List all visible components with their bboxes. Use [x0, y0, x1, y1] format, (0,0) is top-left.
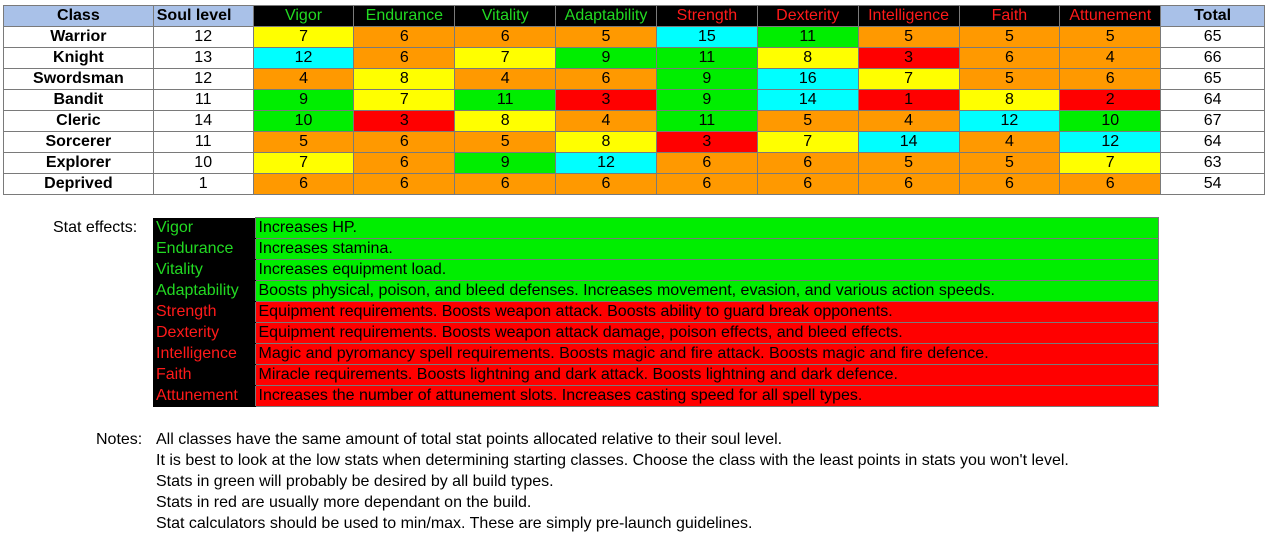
header-soul-level: Soul level — [153, 6, 253, 27]
total-cell: 64 — [1161, 132, 1265, 153]
stat-cell: 6 — [455, 174, 556, 195]
stat-cell: 4 — [959, 132, 1060, 153]
header-faith: Faith — [959, 6, 1060, 27]
stat-effect-row — [153, 260, 1158, 281]
stat-cell: 4 — [253, 69, 354, 90]
notes-list — [156, 429, 1069, 534]
stat-effect-description: Magic and pyromancy spell requirements. Boosts magic and fire attack. Boosts magic and fire defence. — [255, 344, 1158, 365]
stat-effect-row — [153, 365, 1158, 386]
stat-cell: 7 — [757, 132, 858, 153]
stat-effect-row — [153, 386, 1158, 407]
note-line: Stats in green will probably be desired by all build types. — [156, 473, 554, 490]
stat-cell: 5 — [959, 153, 1060, 174]
stat-cell: 6 — [858, 174, 959, 195]
stat-cell: 12 — [1060, 132, 1161, 153]
stat-effect-description: Increases HP. — [255, 218, 1158, 239]
soul-level-cell: 11 — [153, 90, 253, 111]
table-row — [4, 153, 1265, 174]
table-row — [4, 90, 1265, 111]
notes-label: Notes: — [96, 431, 143, 448]
class-name-cell: Sorcerer — [4, 132, 154, 153]
class-name-cell: Deprived — [4, 174, 154, 195]
stat-cell: 6 — [656, 153, 757, 174]
stat-effect-name: Strength — [153, 302, 255, 323]
stat-effect-name: Vigor — [153, 218, 255, 239]
stat-effect-row — [153, 323, 1158, 344]
stat-cell: 8 — [757, 48, 858, 69]
stat-effect-description: Increases stamina. — [255, 239, 1158, 260]
stat-cell: 3 — [858, 48, 959, 69]
stat-cell: 5 — [858, 27, 959, 48]
stat-effect-description: Equipment requirements. Boosts weapon attack. Boosts ability to guard break opponents. — [255, 302, 1158, 323]
stat-effect-name: Faith — [153, 365, 255, 386]
total-cell: 67 — [1161, 111, 1265, 132]
stat-cell: 7 — [455, 48, 556, 69]
stat-cell: 7 — [858, 69, 959, 90]
stat-effect-description: Miracle requirements. Boosts lightning and dark attack. Boosts lightning and dark defence. — [255, 365, 1158, 386]
class-stats-table — [3, 5, 1265, 195]
stat-cell: 11 — [656, 111, 757, 132]
header-intelligence: Intelligence — [858, 6, 959, 27]
stat-effect-row — [153, 218, 1158, 239]
class-name-cell: Explorer — [4, 153, 154, 174]
stat-cell: 11 — [656, 48, 757, 69]
table-row — [4, 111, 1265, 132]
stat-cell: 6 — [656, 174, 757, 195]
header-total: Total — [1161, 6, 1265, 27]
header-dexterity: Dexterity — [757, 6, 858, 27]
stat-cell: 5 — [959, 69, 1060, 90]
stat-effects-label: Stat effects: — [53, 219, 138, 236]
class-name-cell: Cleric — [4, 111, 154, 132]
stat-effects-table — [153, 217, 1159, 407]
stat-cell: 6 — [959, 174, 1060, 195]
stat-cell: 8 — [959, 90, 1060, 111]
soul-level-cell: 12 — [153, 27, 253, 48]
header-adaptability: Adaptability — [556, 6, 657, 27]
stat-cell: 9 — [656, 90, 757, 111]
note-line: All classes have the same amount of total stat points allocated relative to their soul level. — [156, 431, 783, 448]
header-class: Class — [4, 6, 154, 27]
stat-effect-name: Vitality — [153, 260, 255, 281]
stat-cell: 7 — [253, 27, 354, 48]
stat-effect-row — [153, 344, 1158, 365]
stat-cell: 2 — [1060, 90, 1161, 111]
class-name-cell: Knight — [4, 48, 154, 69]
table-header-row — [4, 6, 1265, 27]
stat-effect-name: Dexterity — [153, 323, 255, 344]
stat-cell: 5 — [858, 153, 959, 174]
soul-level-cell: 12 — [153, 69, 253, 90]
stat-cell: 11 — [455, 90, 556, 111]
total-cell: 66 — [1161, 48, 1265, 69]
stat-cell: 1 — [858, 90, 959, 111]
table-row — [4, 69, 1265, 90]
stat-cell: 14 — [757, 90, 858, 111]
total-cell: 63 — [1161, 153, 1265, 174]
stat-effect-name: Attunement — [153, 386, 255, 407]
stat-cell: 12 — [959, 111, 1060, 132]
stat-cell: 7 — [354, 90, 455, 111]
stat-cell: 7 — [1060, 153, 1161, 174]
stat-effect-description: Increases equipment load. — [255, 260, 1158, 281]
stat-cell: 6 — [556, 174, 657, 195]
stat-effect-description: Increases the number of attunement slots. Increases casting speed for all spell types. — [255, 386, 1158, 407]
stat-cell: 6 — [253, 174, 354, 195]
table-row — [4, 174, 1265, 195]
stat-cell: 12 — [556, 153, 657, 174]
stat-cell: 6 — [959, 48, 1060, 69]
stat-cell: 6 — [354, 27, 455, 48]
stat-cell: 3 — [656, 132, 757, 153]
stat-cell: 9 — [556, 48, 657, 69]
stat-cell: 10 — [253, 111, 354, 132]
stat-effect-row — [153, 302, 1158, 323]
stat-cell: 5 — [757, 111, 858, 132]
stat-cell: 8 — [354, 69, 455, 90]
soul-level-cell: 14 — [153, 111, 253, 132]
stat-cell: 6 — [757, 153, 858, 174]
stat-cell: 3 — [556, 90, 657, 111]
stat-cell: 11 — [757, 27, 858, 48]
stat-cell: 4 — [455, 69, 556, 90]
soul-level-cell: 10 — [153, 153, 253, 174]
stat-cell: 8 — [556, 132, 657, 153]
stat-cell: 6 — [1060, 69, 1161, 90]
soul-level-cell: 1 — [153, 174, 253, 195]
header-vigor: Vigor — [253, 6, 354, 27]
class-name-cell: Bandit — [4, 90, 154, 111]
total-cell: 65 — [1161, 69, 1265, 90]
class-name-cell: Warrior — [4, 27, 154, 48]
stat-cell: 5 — [253, 132, 354, 153]
header-strength: Strength — [656, 6, 757, 27]
stat-cell: 6 — [757, 174, 858, 195]
stat-cell: 9 — [656, 69, 757, 90]
stat-cell: 6 — [354, 48, 455, 69]
stat-cell: 6 — [354, 153, 455, 174]
stat-cell: 15 — [656, 27, 757, 48]
stat-cell: 6 — [455, 27, 556, 48]
stat-effect-description: Boosts physical, poison, and bleed defenses. Increases movement, evasion, and various action speeds. — [255, 281, 1158, 302]
stat-cell: 6 — [354, 132, 455, 153]
header-attunement: Attunement — [1060, 6, 1161, 27]
stat-cell: 6 — [354, 174, 455, 195]
stat-cell: 4 — [858, 111, 959, 132]
table-row — [4, 48, 1265, 69]
stat-cell: 16 — [757, 69, 858, 90]
stat-cell: 14 — [858, 132, 959, 153]
total-cell: 65 — [1161, 27, 1265, 48]
header-endurance: Endurance — [354, 6, 455, 27]
class-name-cell: Swordsman — [4, 69, 154, 90]
stat-effect-name: Endurance — [153, 239, 255, 260]
stat-cell: 8 — [455, 111, 556, 132]
stat-cell: 9 — [455, 153, 556, 174]
soul-level-cell: 11 — [153, 132, 253, 153]
stat-cell: 9 — [253, 90, 354, 111]
soul-level-cell: 13 — [153, 48, 253, 69]
table-row — [4, 27, 1265, 48]
stat-effects-rows — [153, 218, 1158, 407]
stat-cell: 7 — [253, 153, 354, 174]
stat-cell: 5 — [1060, 27, 1161, 48]
note-line: Stat calculators should be used to min/max. These are simply pre-launch guidelines. — [156, 515, 753, 532]
stat-cell: 4 — [1060, 48, 1161, 69]
header-vitality: Vitality — [455, 6, 556, 27]
stat-effect-name: Adaptability — [153, 281, 255, 302]
stat-cell: 6 — [1060, 174, 1161, 195]
stat-cell: 3 — [354, 111, 455, 132]
stat-cell: 5 — [455, 132, 556, 153]
stat-cell: 10 — [1060, 111, 1161, 132]
stat-effect-row — [153, 281, 1158, 302]
stat-effect-name: Intelligence — [153, 344, 255, 365]
stat-cell: 5 — [959, 27, 1060, 48]
table-row — [4, 132, 1265, 153]
stat-cell: 6 — [556, 69, 657, 90]
class-rows — [4, 27, 1265, 195]
total-cell: 54 — [1161, 174, 1265, 195]
stat-effect-row — [153, 239, 1158, 260]
stat-cell: 5 — [556, 27, 657, 48]
total-cell: 64 — [1161, 90, 1265, 111]
stat-cell: 4 — [556, 111, 657, 132]
note-line: Stats in red are usually more dependant on the build. — [156, 494, 532, 511]
stat-cell: 12 — [253, 48, 354, 69]
note-line: It is best to look at the low stats when determining starting classes. Choose the class with the least points in stats you won't level. — [156, 452, 1069, 469]
stat-effect-description: Equipment requirements. Boosts weapon attack damage, poison effects, and bleed effects. — [255, 323, 1158, 344]
